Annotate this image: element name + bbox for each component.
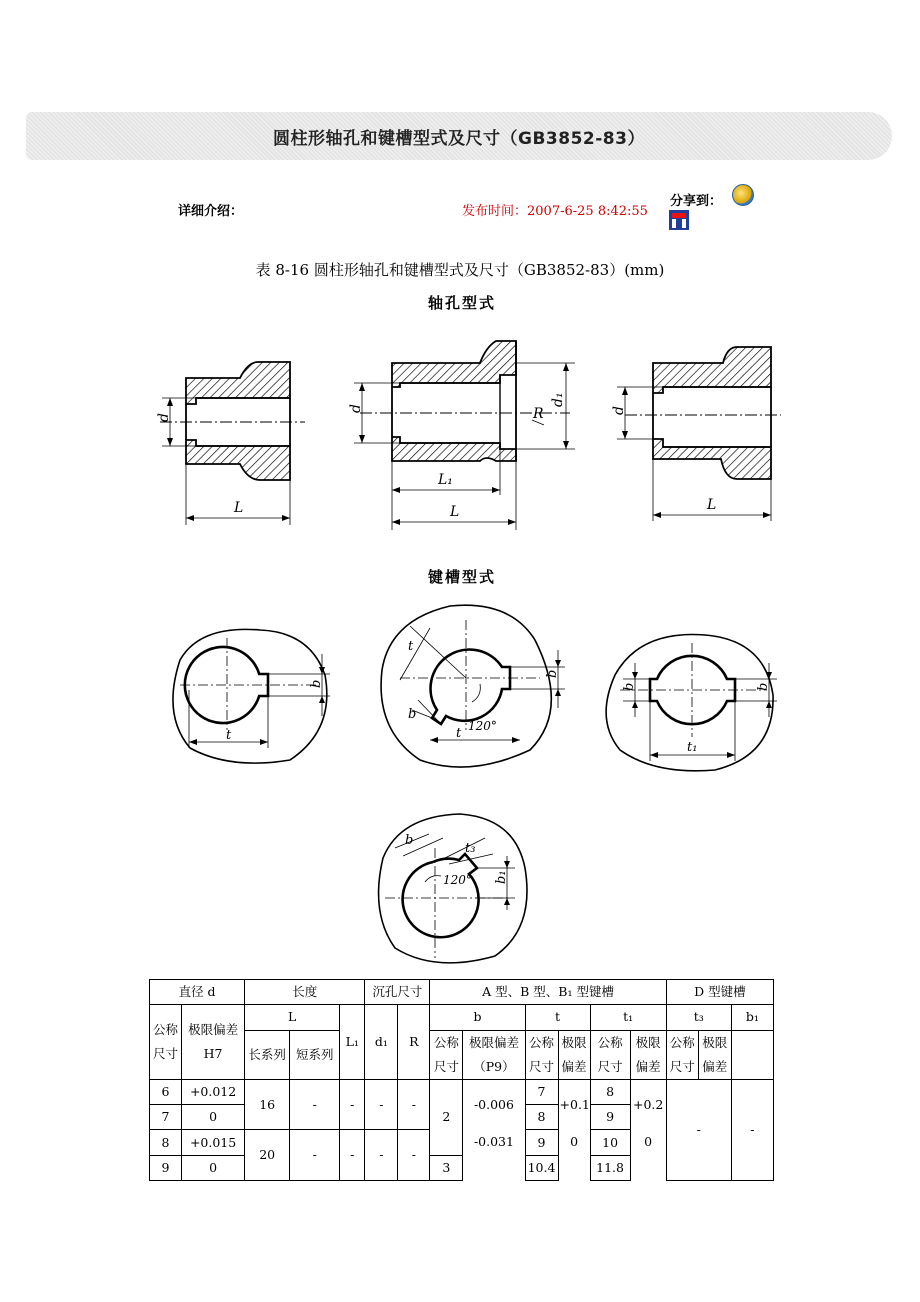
svg-text:b: b bbox=[408, 707, 417, 722]
svg-text:120°: 120° bbox=[443, 873, 472, 887]
keyway-drawing-type-a bbox=[160, 620, 340, 770]
keyway-types-label: 键槽型式 bbox=[428, 568, 497, 586]
bore-drawing-type-y bbox=[140, 340, 310, 530]
keyway-drawing-type-b1 bbox=[595, 625, 780, 775]
dim-d1-label: d₁ bbox=[550, 392, 566, 407]
bore-drawing-type-j bbox=[340, 325, 580, 535]
svg-text:d: d bbox=[611, 406, 627, 415]
intro-label: 详细介绍： bbox=[178, 204, 244, 219]
table-row: 8 +0.015 20 - - - - -0.031 9 0 10 0 bbox=[150, 1130, 774, 1155]
publish-time: 发布时间：2007-6-25 8:42:55 bbox=[462, 204, 648, 219]
keyway-drawing-type-b bbox=[370, 600, 580, 775]
svg-text:t: t bbox=[456, 726, 462, 741]
table-caption: 表 8-16 圆柱形轴孔和键槽型式及尺寸（GB3852-83）(mm) bbox=[255, 261, 665, 279]
table-row: 7 0 8 9 bbox=[150, 1105, 774, 1130]
table-row: 直径 d 长度 沉孔尺寸 A 型、B 型、B₁ 型键槽 D 型键槽 bbox=[150, 980, 774, 1005]
dim-L1-label: L₁ bbox=[438, 472, 453, 488]
table-row: 公称尺寸 极限偏差 H7 L L₁ d₁ R b t t₁ t₃ b₁ bbox=[150, 1005, 774, 1030]
table-row: 9 0 3 10.4 11.8 bbox=[150, 1155, 774, 1180]
dim-b-label: b bbox=[309, 679, 324, 688]
dim-L-label: L bbox=[234, 500, 244, 516]
dim-b1-label: b₁ bbox=[494, 870, 509, 884]
angle-label: 120° bbox=[468, 719, 497, 733]
spec-table: 直径 d 长度 沉孔尺寸 A 型、B 型、B₁ 型键槽 D 型键槽 公称尺寸 极限偏差 H7 L L₁ d₁ R b t t₁ t₃ b₁ 长系列 短系列 公称尺寸 极限偏差（P9） 公称尺寸 极限偏差 公称尺寸 极限偏差 公称尺寸 极限偏差 6 +0.012 16 - - - - 2 -0.006 7 +0.1 8 +0.2 - - 7 0 8 9 8 +0.015 20 - - - - -0.031 9 0 10 0 9 0 3 10.4 11.8 bbox=[149, 979, 774, 1181]
svg-text:t: t bbox=[408, 639, 414, 654]
svg-text:b: b bbox=[405, 833, 414, 848]
svg-text:b: b bbox=[622, 682, 637, 691]
keyway-drawing-type-d bbox=[365, 808, 540, 973]
svg-text:L: L bbox=[707, 497, 717, 513]
svg-text:b: b bbox=[545, 669, 560, 678]
svg-text:L: L bbox=[450, 504, 460, 520]
table-row: 6 +0.012 16 - - - - 2 -0.006 7 +0.1 8 +0.2 - - bbox=[150, 1079, 774, 1104]
share-favorite-icon[interactable] bbox=[732, 184, 754, 206]
title-bar bbox=[26, 112, 892, 160]
dim-t1-label: t₁ bbox=[687, 740, 698, 755]
share-label: 分享到： bbox=[670, 194, 723, 209]
dim-t-label: t bbox=[226, 728, 232, 743]
share-site-icon[interactable] bbox=[669, 210, 689, 230]
page-title: 圆柱形轴孔和键槽型式及尺寸（GB3852-83） bbox=[273, 128, 645, 149]
dim-t3-label: t₃ bbox=[465, 841, 476, 856]
dim-d-label: d bbox=[156, 413, 172, 422]
svg-text:d: d bbox=[348, 404, 364, 413]
dim-R-label: R bbox=[533, 406, 544, 422]
bore-drawing-type-z bbox=[605, 335, 785, 525]
svg-text:b: b bbox=[756, 682, 771, 691]
bore-types-label: 轴孔型式 bbox=[428, 294, 497, 312]
